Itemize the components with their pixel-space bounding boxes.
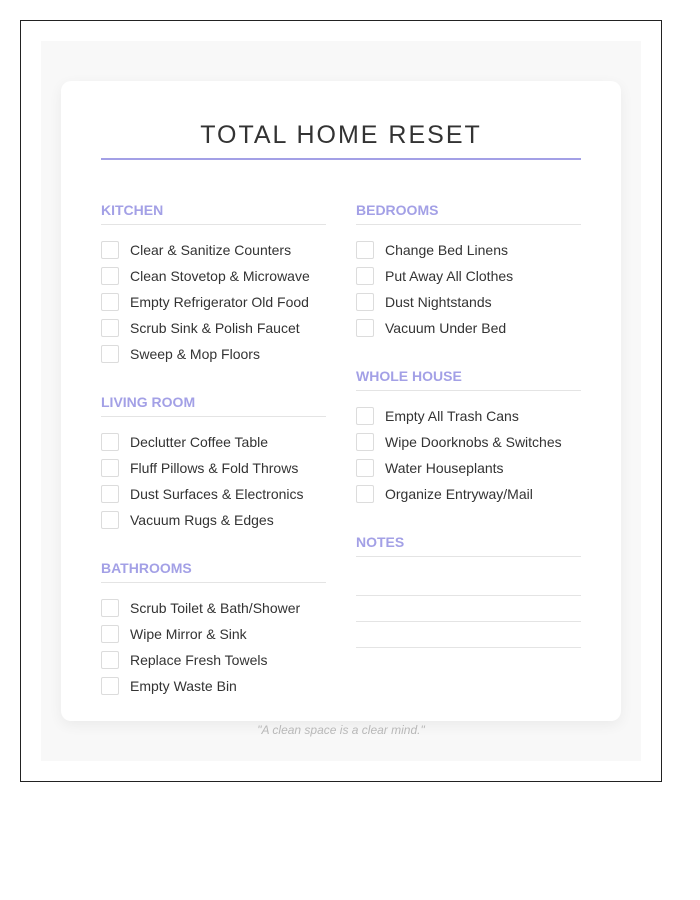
notes-heading: NOTES	[356, 534, 581, 557]
checklist-item[interactable]	[101, 429, 326, 455]
section-heading: BATHROOMS	[101, 560, 326, 583]
checkbox[interactable]	[101, 241, 119, 259]
section-heading: LIVING ROOM	[101, 394, 326, 417]
left-column	[101, 202, 326, 726]
checklist-item[interactable]	[101, 237, 326, 263]
checklist-item-label: Vacuum Rugs & Edges	[130, 512, 274, 528]
checkbox[interactable]	[101, 511, 119, 529]
section-bedrooms	[356, 202, 581, 341]
checklist-item[interactable]	[356, 263, 581, 289]
notes-section	[356, 534, 581, 648]
checkbox[interactable]	[101, 345, 119, 363]
checklist-item[interactable]	[101, 621, 326, 647]
checklist-item[interactable]	[356, 315, 581, 341]
checkbox[interactable]	[101, 293, 119, 311]
checklist-item-label: Wipe Mirror & Sink	[130, 626, 247, 642]
checklist-item[interactable]	[356, 237, 581, 263]
checkbox[interactable]	[356, 485, 374, 503]
checklist-item-label: Clean Stovetop & Microwave	[130, 268, 310, 284]
checklist-item[interactable]	[356, 455, 581, 481]
checkbox[interactable]	[101, 651, 119, 669]
checklist-item-label: Clear & Sanitize Counters	[130, 242, 292, 258]
checklist-item-label: Sweep & Mop Floors	[130, 346, 260, 362]
section-heading: BEDROOMS	[356, 202, 581, 225]
checklist-item-label: Change Bed Linens	[385, 242, 508, 258]
checkbox[interactable]	[356, 241, 374, 259]
checkbox[interactable]	[101, 677, 119, 695]
checkbox[interactable]	[356, 319, 374, 337]
checklist-item-label: Wipe Doorknobs & Switches	[385, 434, 562, 450]
checkbox[interactable]	[101, 319, 119, 337]
checklist-item-label: Put Away All Clothes	[385, 268, 514, 284]
checklist-item-label: Water Houseplants	[385, 460, 504, 476]
checklist-item[interactable]	[101, 507, 326, 533]
section-bathrooms	[101, 560, 326, 699]
checklist-item[interactable]	[101, 289, 326, 315]
right-column	[356, 202, 581, 675]
checklist-item-label: Empty Refrigerator Old Food	[130, 294, 309, 310]
checklist-item-label: Vacuum Under Bed	[385, 320, 507, 336]
checkbox[interactable]	[356, 433, 374, 451]
checklist-item[interactable]	[356, 429, 581, 455]
note-line[interactable]	[356, 569, 581, 596]
checklist-item[interactable]	[101, 595, 326, 621]
checklist-item[interactable]	[101, 315, 326, 341]
checklist-card	[61, 81, 621, 721]
checkbox[interactable]	[356, 293, 374, 311]
checklist-item-label: Fluff Pillows & Fold Throws	[130, 460, 299, 476]
footer-quote: "A clean space is a clear mind."	[257, 723, 425, 737]
page-backdrop	[41, 41, 641, 761]
checkbox[interactable]	[101, 459, 119, 477]
checklist-item-label: Empty All Trash Cans	[385, 408, 519, 424]
checklist-item-label: Declutter Coffee Table	[130, 434, 269, 450]
checkbox[interactable]	[356, 267, 374, 285]
checklist-item-label: Scrub Sink & Polish Faucet	[130, 320, 300, 336]
checklist-item[interactable]	[356, 403, 581, 429]
checklist-item[interactable]	[101, 263, 326, 289]
page-frame	[20, 20, 662, 782]
checkbox[interactable]	[101, 625, 119, 643]
checkbox[interactable]	[101, 267, 119, 285]
title-underline	[101, 158, 581, 160]
note-line[interactable]	[356, 622, 581, 648]
section-heading: KITCHEN	[101, 202, 326, 225]
checkbox[interactable]	[101, 599, 119, 617]
checklist-item-label: Dust Surfaces & Electronics	[130, 486, 304, 502]
checklist-item[interactable]	[356, 289, 581, 315]
checkbox[interactable]	[101, 485, 119, 503]
section-kitchen	[101, 202, 326, 367]
checklist-item-label: Organize Entryway/Mail	[385, 486, 533, 502]
note-line[interactable]	[356, 596, 581, 622]
checklist-item[interactable]	[356, 481, 581, 507]
checkbox[interactable]	[356, 407, 374, 425]
checklist-item-label: Replace Fresh Towels	[130, 652, 268, 668]
checklist-item-label: Empty Waste Bin	[130, 678, 237, 694]
section-heading: WHOLE HOUSE	[356, 368, 581, 391]
checklist-item[interactable]	[101, 647, 326, 673]
checklist-item-label: Dust Nightstands	[385, 294, 492, 310]
checklist-item[interactable]	[101, 455, 326, 481]
checklist-item-label: Scrub Toilet & Bath/Shower	[130, 600, 301, 616]
section-whole-house	[356, 368, 581, 507]
checkbox[interactable]	[101, 433, 119, 451]
section-living-room	[101, 394, 326, 533]
checklist-item[interactable]	[101, 341, 326, 367]
checklist-item[interactable]	[101, 481, 326, 507]
checklist-item[interactable]	[101, 673, 326, 699]
page-title: TOTAL HOME RESET	[200, 121, 482, 149]
checkbox[interactable]	[356, 459, 374, 477]
